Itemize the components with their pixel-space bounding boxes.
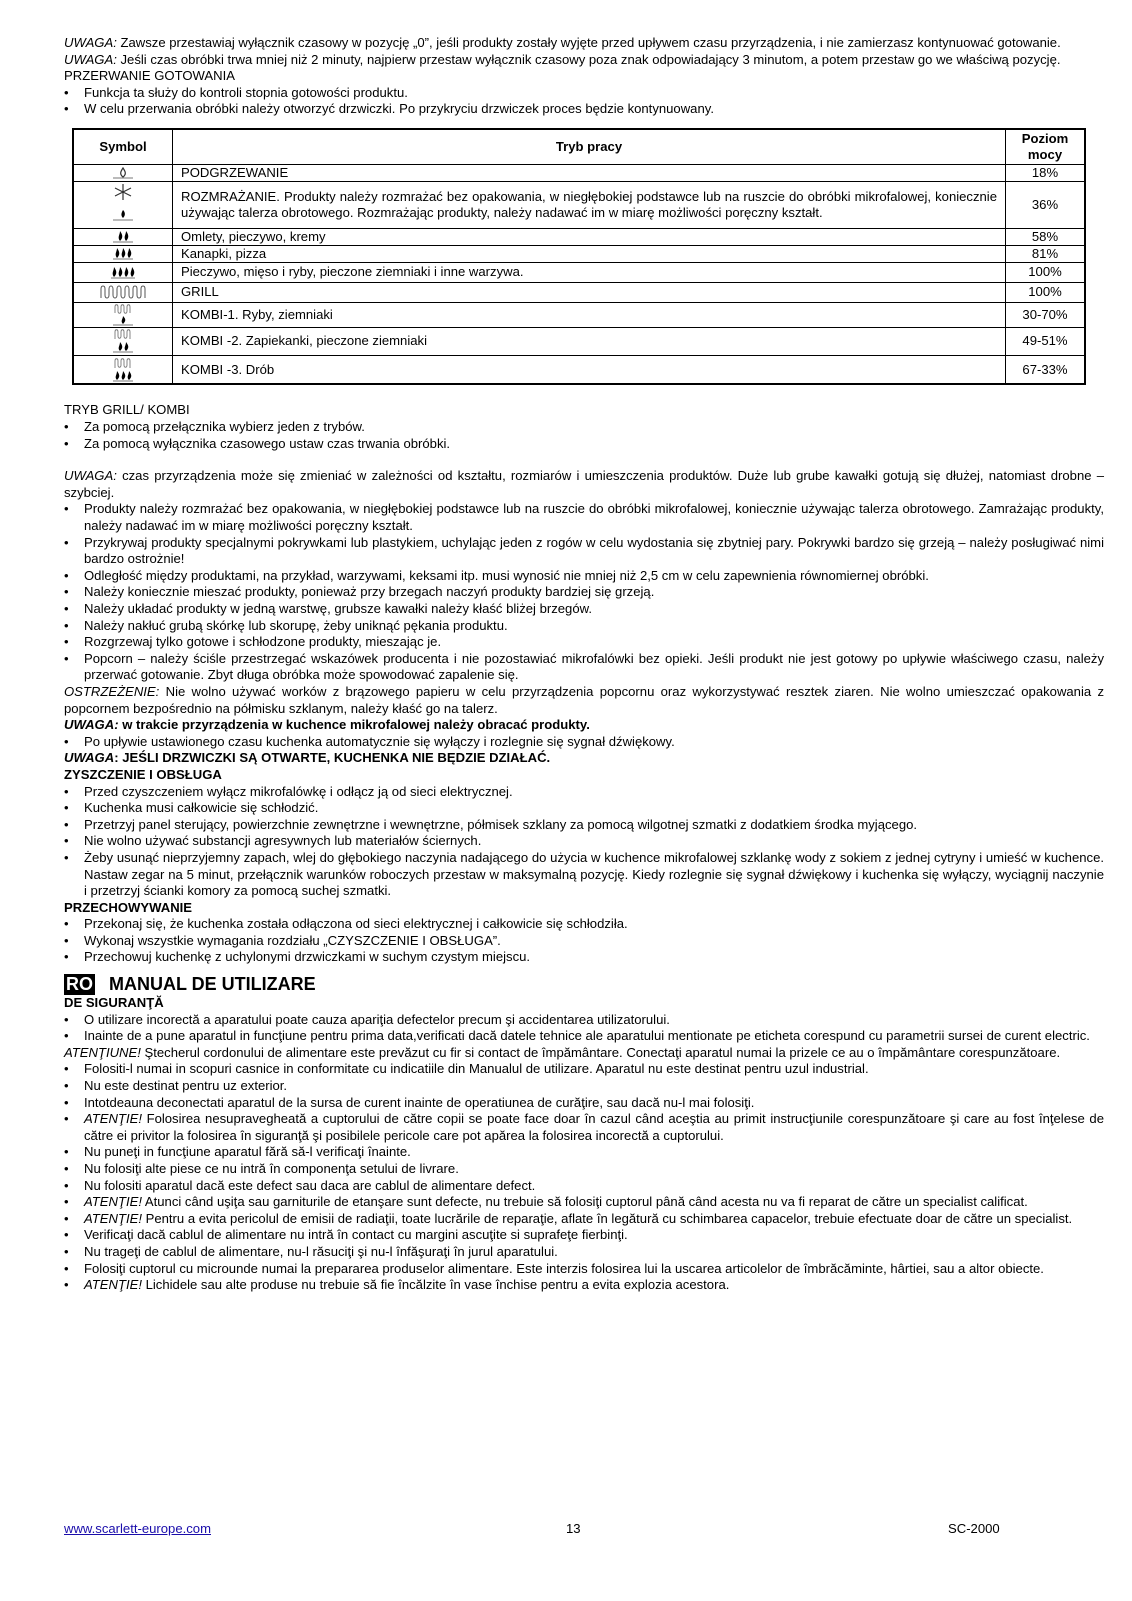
warm-icon [73, 164, 173, 181]
note-paragraph: UWAGA: czas przyrządzenia może się zmieniać w zależności od kształtu, rozmiarów i umieszczenia produktów. Duże lub grube kawałki gotują się dłużej, natomiast drobne – szybciej. [64, 468, 1104, 500]
website-link[interactable]: www.scarlett-europe.com [64, 1521, 211, 1536]
table-row [73, 181, 1085, 228]
bullet-list [64, 501, 1104, 684]
model-number: SC-2000 [948, 1521, 1000, 1536]
list-item: • Należy układać produkty w jedną warstwę, grubsze kawałki należy kłaść bliżej brzegów. [64, 601, 1104, 618]
page [64, 35, 1104, 1294]
section-title: MANUAL DE UTILIZARE [109, 974, 316, 995]
mode-cell: GRILL [173, 282, 1006, 302]
section-heading: TRYB GRILL/ KOMBI [64, 402, 190, 418]
bullet-list [64, 916, 1104, 966]
list-item: • Nu este destinat pentru uz exterior. [64, 1078, 1104, 1095]
level-cell: 30-70% [1006, 302, 1086, 327]
bullet-list [64, 419, 1104, 452]
language-badge: RO [66, 974, 93, 995]
power-3-icon [73, 245, 173, 262]
ro-section-header [64, 974, 1104, 995]
list-item: • Należy nakłuć grubą skórkę lub skorupę, żeby uniknąć pękania produktu. [64, 618, 1104, 635]
list-item: • ATENŢIE! Pentru a evita pericolul de emisii de radiaţii, toate lucrările de reparaţie, aflate în legătură cu schimbarea capacelor, trebuie efectuate doar de către un specialist. [64, 1211, 1104, 1228]
list-item: • Popcorn – należy ściśle przestrzegać wskazówek producenta i nie pozostawiać mikrofalówki bez opieki. Jeśli produkt nie jest gotowy po upływie właściwego czasu, należy przerwać gotowanie. Zbyt długa obróbka może spowodować zapalenie się. [64, 651, 1104, 684]
bullet-list [64, 1061, 1104, 1293]
warning-paragraph: OSTRZEŻENIE: Nie wolno używać worków z brązowego papieru w celu przyrządzenia popcornu oraz wykorzystywać resztek ziaren. Nie wolno umieszczać opakowania z popcornem bezpośrednio na półmisku szklanym, należy kłaść go na talerz. [64, 683, 1104, 716]
mode-cell: KOMBI-1. Ryby, ziemniaki [173, 302, 1006, 327]
defrost-icon [73, 181, 173, 228]
list-item: • ATENŢIE! Lichidele sau alte produse nu trebuie să fie încălzite în vase închise pentru a evita explozia acestora. [64, 1277, 1104, 1294]
table-row [73, 164, 1085, 181]
bullet-list [64, 1012, 1104, 1045]
list-item: • ATENŢIE! Folosirea nesupravegheată a cuptorului de către copii se poate face doar în cazul când aceştia au primit instrucţiunile corespunzătoare şi care au fost înţelese de către ei privitor la folosirea în siguranţă şi posibilele pericole care pot apărea la folosirea incorectă a cuptorului. [64, 1111, 1104, 1144]
list-item: • Verificaţi dacă cablul de alimentare nu intră în contact cu margini ascuţite si suprafeţe fierbinţi. [64, 1227, 1104, 1244]
table-row [73, 228, 1085, 245]
table-header-row [73, 129, 1085, 165]
section-heading: PRZECHOWYWANIE [64, 899, 193, 915]
section-heading: PRZERWANIE GOTOWANIA [64, 68, 235, 84]
note-paragraph: UWAGA: w trakcie przyrządzenia w kuchence mikrofalowej należy obracać produkty. [64, 717, 590, 733]
list-item: • Za pomocą wyłącznika czasowego ustaw czas trwania obróbki. [64, 436, 1104, 453]
list-item: • Folosiţi cuptorul cu microunde numai la prepararea produselor alimentare. Este interzis folosirea lui la uscarea articolelor de îmbrăcăminte, hârtiei, sau a altor obiecte. [64, 1261, 1104, 1278]
bullet-list [64, 784, 1104, 900]
list-item: • Po upływie ustawionego czasu kuchenka automatycznie się wyłączy i rozlegnie się sygnał dźwiękowy. [64, 734, 1104, 751]
level-cell: 49-51% [1006, 327, 1086, 355]
page-footer [64, 1521, 1104, 1539]
level-cell: 81% [1006, 245, 1086, 262]
list-item: • Przykrywaj produkty specjalnymi pokrywkami lub plastykiem, uchylając jeden z rogów w celu wydostania się zbytniej pary. Pokrywki bardzo się grzeją – należy posługiwać nimi bardzo ostrożnie! [64, 535, 1104, 568]
list-item: • ATENŢIE! Atunci când uşiţa sau garniturile de etanşare sunt defecte, nu trebuie să folosiţi cuptorul până când acesta nu va fi reparat de către un specialist calificat. [64, 1194, 1104, 1211]
column-header-level: Poziom mocy [1006, 129, 1086, 165]
power-modes-table [72, 128, 1086, 386]
list-item: • Przechowuj kuchenkę z uchylonymi drzwiczkami w suchym czystym miejscu. [64, 949, 1104, 966]
list-item: • Inainte de a pune aparatul in funcţiune pentru prima data,verificati dacă datele tehnice ale aparatului mentionate pe etichetа corespund cu parametrii sursei de curent electric. [64, 1028, 1104, 1045]
column-header-symbol: Symbol [73, 129, 173, 165]
note-paragraph: UWAGA: JEŚLI DRZWICZKI SĄ OTWARTE, KUCHENKA NIE BĘDZIE DZIAŁAĆ. [64, 750, 551, 766]
mode-cell: ROZMRAŻANIE. Produkty należy rozmrażać bez opakowania, w niegłębokiej podstawce lub na ruszcie do obróbki mikrofalowej, koniecznie używając talerza obrotowego. Rozmrażając produkty, należy nadawać im w miarę możliwości poręczny kształt. [173, 181, 1006, 228]
level-cell: 67-33% [1006, 355, 1086, 384]
mode-cell: PODGRZEWANIE [173, 164, 1006, 181]
mode-cell: Pieczywo, mięso i ryby, pieczone ziemniaki i inne warzywa. [173, 262, 1006, 282]
combi-3-icon [73, 355, 173, 384]
table-row [73, 245, 1085, 262]
list-item: • Nu folositi aparatul dacă este defect sau daca are cablul de alimentare defect. [64, 1178, 1104, 1195]
list-item: • Produkty należy rozmrażać bez opakowania, w niegłębokiej podstawce lub na ruszcie do obróbki mikrofalowej, koniecznie używając talerza obrotowego. Zamrażając produkty, należy nadawać im w miarę możliwości poręczny kształt. [64, 501, 1104, 534]
section-heading: ZYSZCZENIE I OBSŁUGA [64, 766, 222, 782]
note-paragraph: UWAGA: Jeśli czas obróbki trwa mniej niż 2 minuty, najpierw przestaw wyłącznik czasowy poza znak odpowiadający 3 minutom, a potem przestaw go we właściwą pozycję. [64, 51, 1061, 67]
level-cell: 18% [1006, 164, 1086, 181]
bullet-list [64, 734, 1104, 751]
list-item: • Folositi-l numai in scopuri casnice in conformitate cu indicatiile din Manualul de utilizare. Aparatul nu este destinat pentru uzul industrial. [64, 1061, 1104, 1078]
combi-1-icon [73, 302, 173, 327]
mode-cell: Kanapki, pizza [173, 245, 1006, 262]
list-item: • Za pomocą przełącznika wybierz jeden z trybów. [64, 419, 1104, 436]
level-cell: 36% [1006, 181, 1086, 228]
list-item: • Nu trageţi de cablul de alimentare, nu-l răsuciţi şi nu-l înfăşuraţi în jurul aparatului. [64, 1244, 1104, 1261]
combi-2-icon [73, 327, 173, 355]
list-item: • Odległość między produktami, na przykład, warzywami, keksami itp. musi wynosić nie mniej niż 2,5 cm w celu zapewnienia równomiernej obróbki. [64, 568, 1104, 585]
list-item: • Przetrzyj panel sterujący, powierzchnie zewnętrzne i wewnętrzne, półmisek szklany za pomocą wilgotnej szmatki z dodatkiem środka myjącego. [64, 817, 1104, 834]
table-row [73, 282, 1085, 302]
list-item: • Rozgrzewaj tylko gotowe i schłodzone produkty, mieszając je. [64, 634, 1104, 651]
level-cell: 100% [1006, 282, 1086, 302]
warning-paragraph: ATENŢIUNE! Ştecherul cordonului de alimentare este prevăzut cu fir si contact de împământare. Conectaţi aparatul numai la prizele ce au o împământare corespunzătoare. [64, 1044, 1061, 1060]
mode-cell: KOMBI -2. Zapiekanki, pieczone ziemniaki [173, 327, 1006, 355]
list-item: • Kuchenka musi całkowicie się schłodzić. [64, 800, 1104, 817]
page-number: 13 [566, 1521, 581, 1536]
note-paragraph: UWAGA: Zawsze przestawiaj wyłącznik czasowy w pozycję „0”, jeśli produkty zostały wyjęte przed upływem czasu przyrządzenia, i nie zamierzasz kontynuować gotowanie. [64, 35, 1061, 50]
list-item: • W celu przerwania obróbki należy otworzyć drzwiczki. Po przykryciu drzwiczek proces będzie kontynuowany. [64, 101, 1104, 118]
list-item: • Przekonaj się, że kuchenka została odłączona od sieci elektrycznej i całkowicie się schłodziła. [64, 916, 1104, 933]
list-item: • Wykonaj wszystkie wymagania rozdziału „CZYSZCZENIE I OBSŁUGA”. [64, 933, 1104, 950]
list-item: • Intotdeauna deconectati aparatul de la sursa de curent inainte de operatiunea de curăţire, sau dacă nu-l mai folosiţi. [64, 1095, 1104, 1112]
power-2-icon [73, 228, 173, 245]
mode-cell: Omlety, pieczywo, kremy [173, 228, 1006, 245]
list-item: • Funkcja ta służy do kontroli stopnia gotowości produktu. [64, 85, 1104, 102]
level-cell: 58% [1006, 228, 1086, 245]
list-item: • O utilizare incorectă a aparatului poate cauza apariţia defectelor precum şi accidentarea utilizatorului. [64, 1012, 1104, 1029]
list-item: • Nie wolno używać substancji agresywnych lub materiałów ściernych. [64, 833, 1104, 850]
grill-icon [73, 282, 173, 302]
table-row [73, 327, 1085, 355]
list-item: • Nu folosiţi alte piese ce nu intră în componenţa setului de livrare. [64, 1161, 1104, 1178]
bullet-list [64, 85, 1104, 118]
column-header-mode: Tryb pracy [173, 129, 1006, 165]
section-heading: DE SIGURANŢĂ [64, 995, 164, 1011]
list-item: • Nu puneţi in funcţiune aparatul fără să-l verificaţi înainte. [64, 1144, 1104, 1161]
list-item: • Należy koniecznie mieszać produkty, ponieważ przy brzegach naczyń produkty bardziej się grzeją. [64, 584, 1104, 601]
table-row [73, 355, 1085, 384]
list-item: • Żeby usunąć nieprzyjemny zapach, wlej do głębokiego naczynia nadającego do użycia w kuchence mikrofalowej szklankę wody z sokiem z jednej cytryny i umieść w kuchence. Nastaw zegar na 5 minut, przełącznik warunków roboczych przestaw w maksymalną pozycję. Kiedy rozlegnie się sygnał dźwiękowy i kuchenka się wyłączy, wyciągnij naczynie i przetrzyj ścianki komory za pomocą suchej szmatki. [64, 850, 1104, 900]
list-item: • Przed czyszczeniem wyłącz mikrofalówkę i odłącz ją od sieci elektrycznej. [64, 784, 1104, 801]
table-row [73, 262, 1085, 282]
power-4-icon [73, 262, 173, 282]
mode-cell: KOMBI -3. Drób [173, 355, 1006, 384]
table-row [73, 302, 1085, 327]
level-cell: 100% [1006, 262, 1086, 282]
